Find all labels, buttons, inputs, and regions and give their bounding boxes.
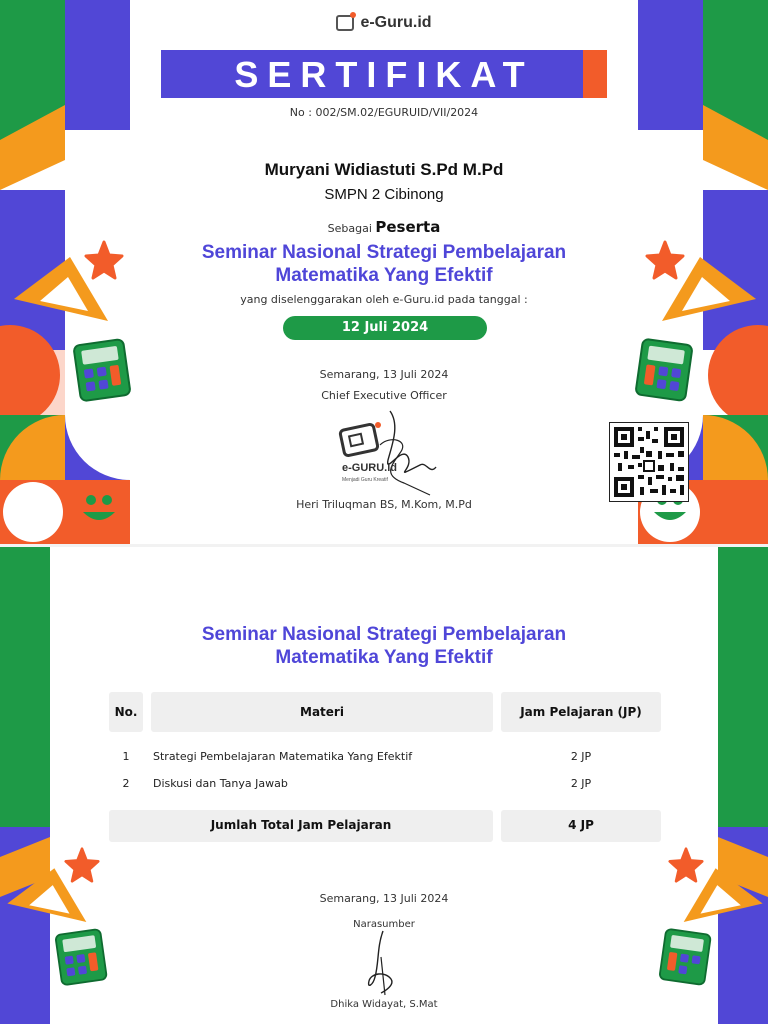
column-header-jp: Jam Pelajaran (JP) — [501, 692, 661, 732]
signer-title: Chief Executive Officer — [321, 389, 447, 402]
held-by-text: yang diselenggarakan oleh e-Guru.id pada tanggal : — [240, 293, 528, 306]
brand-logo — [0, 14, 768, 32]
speaker-role: Narasumber — [353, 919, 415, 930]
role-line — [0, 218, 768, 236]
stamp-text: e-GURU.id — [342, 462, 397, 474]
speaker-signature — [355, 927, 405, 997]
row-no: 1 — [122, 750, 130, 763]
seminar-title-line2: Matematika Yang Efektif — [275, 265, 493, 286]
total-value: 4 JP — [501, 810, 661, 842]
row-no: 2 — [122, 777, 130, 790]
brand-logo-text: e-Guru.id — [360, 14, 432, 31]
row-materi: Strategi Pembelajaran Matematika Yang Efektif — [153, 750, 413, 763]
speaker-name: Dhika Widayat, S.Mat — [330, 999, 438, 1010]
certificate-heading: SERTIFIKAT — [234, 54, 534, 95]
stamp-subtext: Menjadi Guru Kreatif — [342, 477, 388, 483]
book-logo-icon — [336, 15, 354, 31]
total-label: Jumlah Total Jam Pelajaran — [109, 810, 493, 842]
materials-place-date: Semarang, 13 Juli 2024 — [319, 892, 449, 905]
materials-title-line2: Matematika Yang Efektif — [275, 647, 493, 668]
calculator-icon — [658, 927, 714, 987]
company-stamp — [330, 405, 440, 500]
qr-code[interactable] — [609, 422, 689, 502]
recipient-name: Muryani Widiastuti S.Pd M.Pd — [264, 160, 504, 179]
signer-name: Heri Triluqman BS, M.Kom, M.Pd — [296, 498, 472, 511]
recipient-school: SMPN 2 Cibinong — [324, 186, 444, 203]
materials-page — [0, 544, 768, 1024]
row-materi: Diskusi dan Tanya Jawab — [153, 777, 288, 790]
column-header-materi: Materi — [151, 692, 493, 732]
row-jp: 2 JP — [570, 777, 592, 790]
seminar-title-line1: Seminar Nasional Strategi Pembelajaran — [201, 242, 567, 263]
role-value: Peserta — [375, 218, 441, 236]
table-row — [109, 746, 661, 768]
event-date-badge: 12 Juli 2024 — [283, 316, 487, 340]
certificate-number: No : 002/SM.02/EGURUID/VII/2024 — [289, 106, 479, 119]
seminar-title — [0, 241, 768, 287]
row-jp: 2 JP — [570, 750, 592, 763]
calculator-icon — [54, 927, 110, 987]
table-row — [109, 773, 661, 795]
column-header-no: No. — [109, 692, 143, 732]
materials-title-line1: Seminar Nasional Strategi Pembelajaran — [201, 624, 567, 645]
materials-title — [0, 623, 768, 669]
role-prefix: Sebagai — [327, 222, 372, 235]
issued-place-date: Semarang, 13 Juli 2024 — [319, 368, 449, 381]
